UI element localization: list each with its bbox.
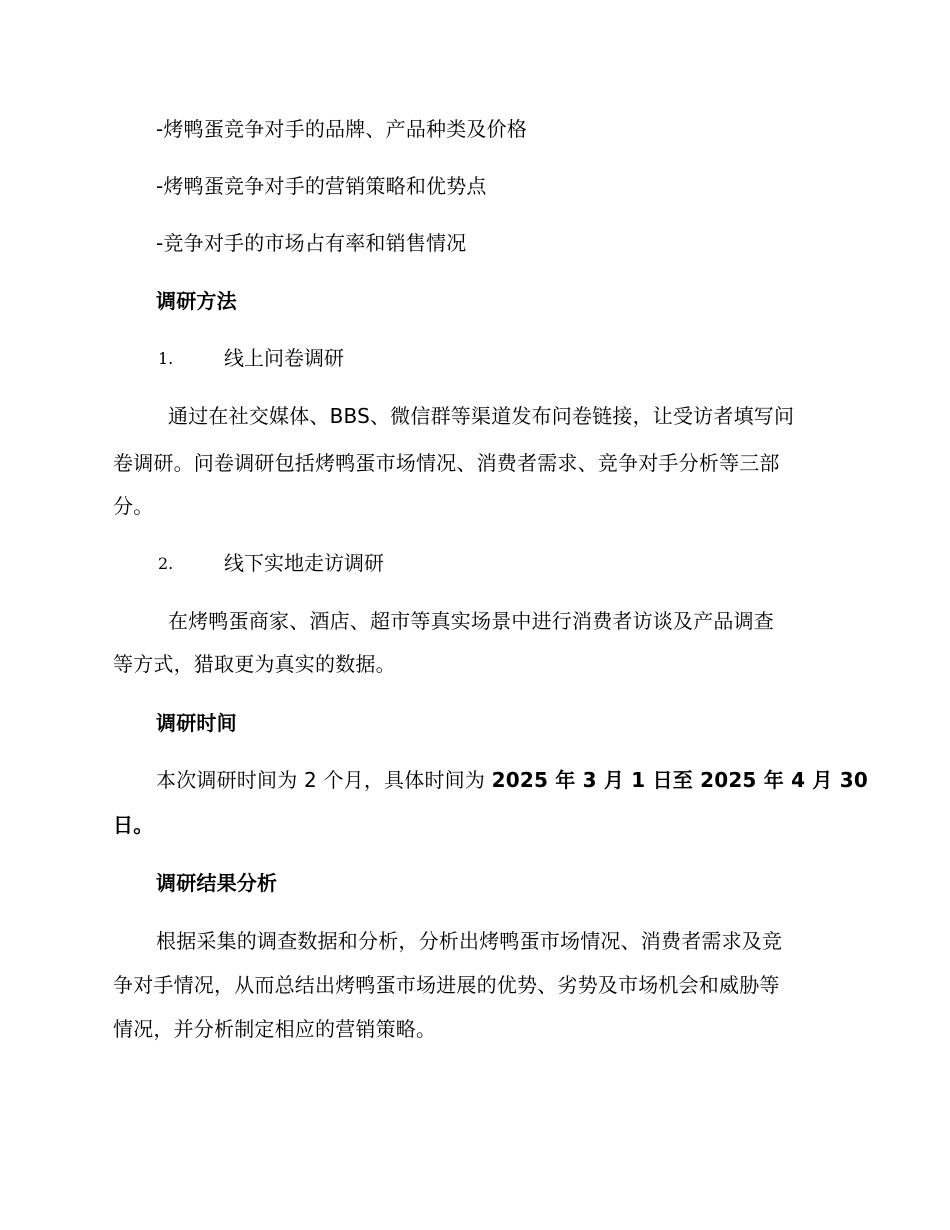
- time-date-range: 2025 年 3 月 1 日至 2025 年 4 月 30: [491, 768, 868, 792]
- time-line-2: 日。: [113, 813, 154, 837]
- results-line-2: 争对手情况，从而总结出烤鸭蛋市场进展的优势、劣势及市场机会和威胁等: [113, 973, 780, 997]
- method-1-line-3: 分。: [113, 494, 154, 518]
- method-1-title: 线上问卷调研: [224, 346, 344, 370]
- method-2-line-2: 等方式，猎取更为真实的数据。: [113, 652, 396, 676]
- method-2-line-1: 在烤鸭蛋商家、酒店、超市等真实场景中进行消费者访谈及产品调查: [168, 609, 774, 633]
- method-2-title: 线下实地走访调研: [224, 551, 384, 575]
- method-1-line-2: 卷调研。问卷调研包括烤鸭蛋市场情况、消费者需求、竞争对手分析等三部: [113, 451, 780, 475]
- time-heading: 调研时间: [156, 711, 237, 735]
- time-line-1: [156, 766, 868, 794]
- method-2-number: 2.: [158, 554, 174, 573]
- results-heading: 调研结果分析: [156, 871, 278, 895]
- competitor-item-share: -竞争对手的市场占有率和销售情况: [156, 231, 467, 255]
- time-line-1-prefix: 本次调研时间为 2 个月，具体时间为: [156, 768, 492, 792]
- method-1-line-1: 通过在社交媒体、BBS、微信群等渠道发布问卷链接，让受访者填写问: [168, 404, 795, 428]
- results-line-3: 情况，并分析制定相应的营销策略。: [113, 1017, 437, 1041]
- competitor-item-brand: -烤鸭蛋竞争对手的品牌、产品种类及价格: [156, 117, 528, 141]
- competitor-item-marketing: -烤鸭蛋竞争对手的营销策略和优势点: [156, 174, 487, 198]
- results-line-1: 根据采集的调查数据和分析，分析出烤鸭蛋市场情况、消费者需求及竞: [156, 929, 783, 953]
- methods-heading: 调研方法: [156, 289, 237, 313]
- method-1-number: 1.: [158, 349, 174, 368]
